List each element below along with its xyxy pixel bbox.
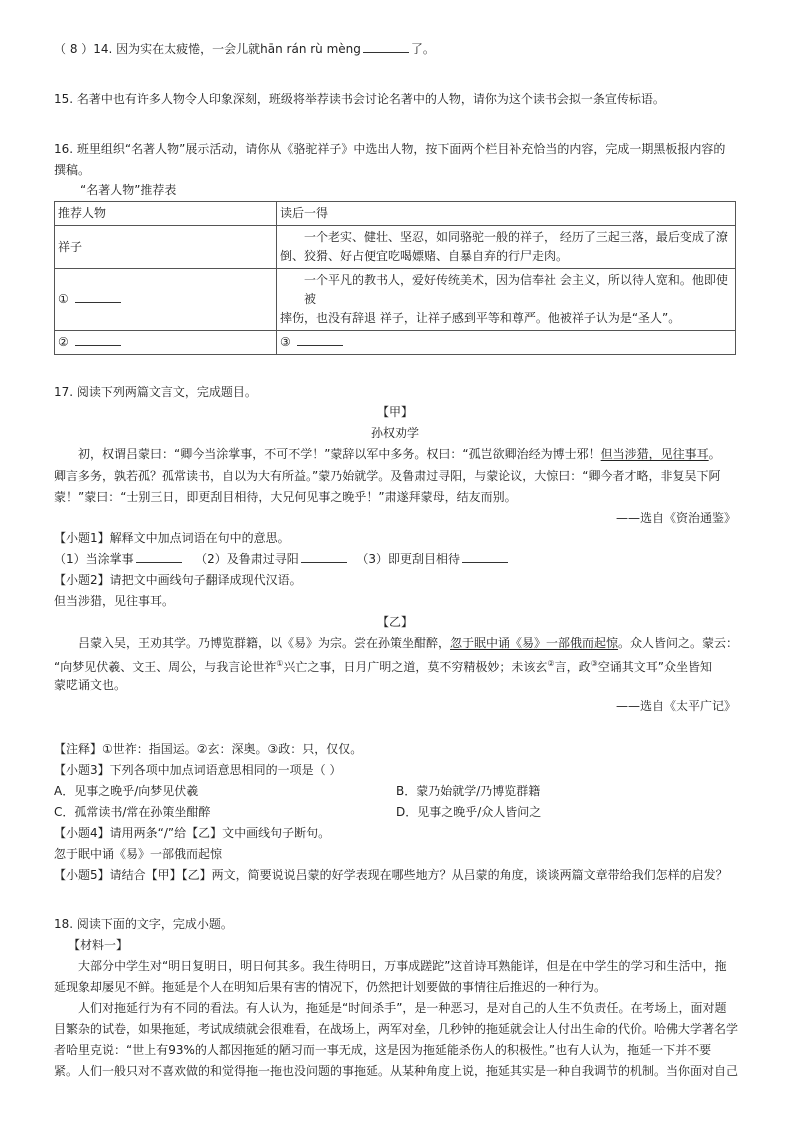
passage-line: 卿言多务，孰若孤？孤常读书，自以为大有所益。”蒙乃始就学。及鲁肃过寻阳，与蒙论议，大惊曰：“卿今者才略，非复吴下阿 bbox=[54, 469, 721, 483]
table-cell bbox=[277, 331, 736, 355]
subquestion-2: 【小题2】请把文中画线句子翻译成现代汉语。 bbox=[54, 573, 302, 587]
table-header: 读后一得 bbox=[277, 202, 736, 226]
q15-text: 15. 名著中也有许多人物令人印象深刻，班级将举荐读书会讨论名著中的人物，请你为这个读书会拟一条宣传标语。 bbox=[54, 92, 665, 106]
q14-text: （ 8 ）14. 因为实在太疲惓，一会儿就hān rán rù mèng bbox=[54, 42, 361, 56]
table-row bbox=[55, 226, 736, 269]
table-row bbox=[55, 269, 736, 331]
note-mark: ③ bbox=[590, 659, 598, 668]
source-credit: ——选自《资治通鉴》 bbox=[615, 511, 736, 525]
note-mark: ② bbox=[547, 659, 555, 668]
answer-blank[interactable] bbox=[462, 551, 508, 563]
passage-line: 大部分中学生对“明日复明日，明日何其多。我生待明日，万事成蹉跎”这首诗耳熟能详，但是在中学生的学习和生活中，拖 bbox=[78, 959, 727, 973]
underlined-sentence: 但当涉猎，见往事耳 bbox=[600, 447, 709, 461]
passage-text: 吕蒙入吴，王劝其学。乃博览群籍，以《易》为宗。尝在孙策坐酣醉， bbox=[78, 636, 451, 650]
material-label: 【材料一】 bbox=[68, 938, 129, 952]
underlined-sentence: 忽于眠中诵《易》一部俄而起惊 bbox=[450, 636, 619, 650]
answer-blank[interactable] bbox=[301, 551, 347, 563]
note-mark: ① bbox=[276, 659, 284, 668]
passage-text: 。 bbox=[708, 447, 721, 461]
passage-line: 紧。人们一般只对不喜欢做的和觉得拖一拖也没问题的事拖延。从某种角度上说，拖延其实是一种自我调节的机制。当你面对自己 bbox=[54, 1064, 739, 1078]
section-mark: 【甲】 bbox=[376, 405, 413, 419]
passage-line: 人们对拖延行为有不同的看法。有人认为，拖延是“时间杀手”，是一种恶习，是对自己的人生不负责任。在考场上，面对题 bbox=[78, 1001, 727, 1015]
answer-blank[interactable] bbox=[363, 41, 409, 53]
cell-line: 倒、狡猾、好占便宜吃喝嫖赌、自暴自弃的行尸走肉。 bbox=[280, 249, 569, 263]
q16-text-cont: 撰稿。 bbox=[54, 163, 91, 177]
item-text: （2）及鲁肃过寻阳 bbox=[195, 552, 299, 566]
cell-line: 摔伤，也没有辞退 祥子，让祥子感到平等和尊严。他被祥子认为是“圣人”。 bbox=[280, 311, 681, 325]
answer-blank[interactable] bbox=[75, 334, 121, 346]
table-cell bbox=[277, 269, 736, 331]
q17-intro: 17. 阅读下列两篇文言文，完成题目。 bbox=[54, 385, 257, 399]
subquestion-4-text: 忽于眠中诵《易》一部俄而起惊 bbox=[54, 847, 223, 861]
passage-text: 初，权谓吕蒙曰：“卿今当涂掌事，不可不学！”蒙辞以军中多务。权曰：“孤岂欲卿治经为博士邪！ bbox=[78, 447, 601, 461]
passage-line: 者哈里克说：“世上有93%的人都因拖延的陋习而一事无成，这是因为拖延能杀伤人的积极性。”也有人认为，拖延一下并不要 bbox=[54, 1043, 712, 1057]
recommend-table bbox=[54, 201, 736, 355]
subquestion-5: 【小题5】请结合【甲】【乙】两文，简要说说吕蒙的好学表现在哪些地方？从吕蒙的角度，谈谈两篇文章带给我们怎样的启发？ bbox=[54, 868, 728, 882]
option-a[interactable]: A．见事之晚乎/向梦见伏羲 bbox=[54, 784, 199, 798]
subquestion-3: 【小题3】下列各项中加点词语意思相同的一项是（ ） bbox=[54, 763, 342, 777]
cell-line: 一个平凡的教书人，爱好传统美术，因为信奉社 会主义，所以待人宽和。他即使被 bbox=[304, 273, 728, 306]
passage-line bbox=[78, 446, 721, 462]
q14-line bbox=[54, 41, 435, 57]
option-b[interactable]: B．蒙乃始就学/乃博览群籍 bbox=[396, 784, 541, 798]
passage-line bbox=[78, 635, 738, 651]
table-title: “名著人物”推荐表 bbox=[80, 183, 177, 197]
passage-text: “向梦见伏羲、文王、周公，与我言论世祚 bbox=[54, 660, 277, 674]
cell-label: ① bbox=[58, 292, 69, 306]
subquestion-4: 【小题4】请用两条“/”给【乙】文中画线句子断句。 bbox=[54, 826, 331, 840]
passage-title: 孙权劝学 bbox=[370, 426, 419, 440]
passage-text: 兴亡之事，日月广明之道，莫不穷精极妙；未该玄 bbox=[283, 660, 548, 674]
passage-text: 言，政 bbox=[554, 660, 591, 674]
passage-line: 目繁杂的试卷，如果拖延，考试成绩就会很难看，在战场上，两军对垒，几秒钟的拖延就会让人付出生命的代价。哈佛大学著名学 bbox=[54, 1022, 739, 1036]
cell-label: ② bbox=[58, 335, 69, 349]
q18-intro: 18. 阅读下面的文字，完成小题。 bbox=[54, 917, 233, 931]
q14-text-end: 了。 bbox=[410, 42, 435, 56]
passage-line bbox=[54, 656, 712, 675]
table-header-row bbox=[55, 202, 736, 226]
table-cell bbox=[55, 331, 277, 355]
passage-line: 蒙！”蒙曰：“士别三日，即更刮目相待，大兄何见事之晚乎！”肃遂拜蒙母，结友而别。 bbox=[54, 490, 517, 504]
subquestion-2-text: 但当涉猎，见往事耳。 bbox=[54, 594, 175, 608]
source-credit: ——选自《太平广记》 bbox=[615, 699, 736, 713]
q16-text: 16. 班里组织“名著人物”展示活动，请你从《骆驼祥子》中选出人物，按下面两个栏目补充恰当的内容，完成一期黑板报内容的 bbox=[54, 142, 726, 156]
cell-label: ③ bbox=[280, 335, 291, 349]
table-row bbox=[55, 331, 736, 355]
annotation: 【注释】①世祚：指国运。②玄：深奥。③政：只，仅仅。 bbox=[54, 742, 363, 756]
passage-text: 。众人皆问之。蒙云： bbox=[618, 636, 739, 650]
answer-blank[interactable] bbox=[136, 551, 182, 563]
answer-blank[interactable] bbox=[75, 291, 121, 303]
answer-blank[interactable] bbox=[297, 334, 343, 346]
passage-line: 延现象却屡见不鲜。拖延是个人在明知后果有害的情况下，仍然把计划要做的事情往后推迟的一种行为。 bbox=[54, 980, 607, 994]
table-header: 推荐人物 bbox=[55, 202, 277, 226]
passage-line: 蒙呓诵文也。 bbox=[54, 678, 127, 692]
table-cell: 祥子 bbox=[55, 226, 277, 269]
cell-line: 一个老实、健壮、坚忍，如同骆驼一般的祥子， 经历了三起三落，最后变成了潦 bbox=[304, 230, 728, 244]
subquestion-1-items bbox=[54, 551, 510, 567]
table-cell bbox=[55, 269, 277, 331]
item-text: （1）当涂掌事 bbox=[54, 552, 134, 566]
option-d[interactable]: D．见事之晚乎/众人皆问之 bbox=[396, 805, 542, 819]
option-c[interactable]: C．孤常读书/常在孙策坐酣醉 bbox=[54, 805, 211, 819]
passage-text: 空诵其文耳”众坐皆知 bbox=[597, 660, 712, 674]
subquestion-1: 【小题1】解释文中加点词语在句中的意思。 bbox=[54, 531, 290, 545]
section-mark: 【乙】 bbox=[376, 615, 413, 629]
item-text: （3）即更刮目相待 bbox=[356, 552, 461, 566]
table-cell bbox=[277, 226, 736, 269]
